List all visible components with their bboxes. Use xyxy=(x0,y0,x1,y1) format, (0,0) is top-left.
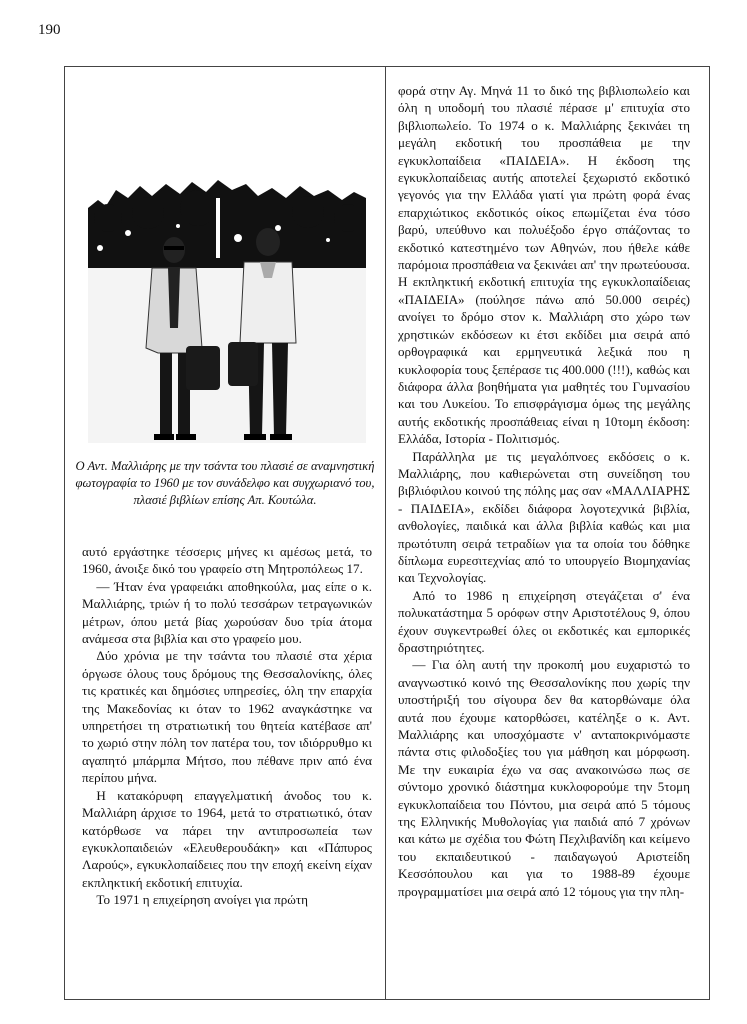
paragraph: Παράλληλα με τις μεγαλόπνοες εκδόσεις ο κ. Μαλλιάρης, που καθιερώνεται στη συνείδηση του βιβλιόφιλου κοινού της πόλης μας σαν «ΜΑΛΛΙΑΡΗΣ - ΠΑΙΔΕΙΑ», εκδίδει διάφορα λογοτεχνικά βιβλία, ανθολογίες, παιδικά και άλλα βιβλία καθώς και μια πρωτότυπη σειρά τετραδίων για τα οποία του δόθηκε δίπλωμα ευρεσιτεχνίας από το υπουργείο Βιομηχανίας και Τεχνολογίας. xyxy=(398,448,690,586)
photograph-two-men-icon xyxy=(88,178,366,443)
paragraph: — Για όλη αυτή την προκοπή μου ευχαριστώ το αναγνωστικό κοινό της Θεσσαλονίκης που χωρίς την υποστήριξή του σίγουρα δεν θα κατορθώναμε όλα αυτά που έχουμε κατορθώσει, κατέληξε ο κ. Αντ. Μαλλιάρης και υποσχόμαστε ν' ανταποκρινόμαστε πάντα στις φιλοδοξίες του για μάθηση και μόρφωση. Με την ευκαιρία έχω να σας ανακοινώσω πως σε σύντομο χρονικό διάστημα κυκλοφορούμε την 5τομη εγκυκλοπαίδεια του Πόντου, μια σειρά από 5 τόμους της Ελληνικής Μυθολογίας για παιδιά από 7 χρόνων και κάτω με σχέδια του Φώτη Πεχλιβανίδη και κείμενο του εκπαιδευτικού - παιδαγωγού Αριστείδη Κεσσόπουλου και για το 1988-89 έχουμε προγραμματίσει μια σειρά από 12 τόμους για την πλη- xyxy=(398,657,690,899)
paragraph: Η κατακόρυφη επαγγελματική άνοδος του κ. Μαλλιάρη άρχισε το 1964, μετά το στρατιωτικό, όταν κατόρθωσε να πάρει την αντιπροσωπεία των εγκυκλοπαιδειών «Ελευθερουδάκη» και «Πάπυρος Λαρούς», εγκυκλοπαίδειες που την εποχή εκείνη είχαν εκπληκτική εκδοτική επιτυχία. xyxy=(82,787,372,890)
paragraph: Δύο χρόνια με την τσάντα του πλασιέ στα χέρια όργωσε όλους τους δρόμους της Θεσσαλονίκης, όλες τις κρατικές και δημόσιες υπηρεσίες, όλη την επαρχία της Μακεδονίας κι όταν το 1962 αναγκάστηκε να υπηρετήσει τη στρατιωτική του θητεία κατέβασε απ' το χωριό στην πόλη τον πατέρα του, τον ιδιόρρυθμο κι αγαπητό μπάρμπα Μήτσο, που πέθανε πριν από ένα περίπου μήνα. xyxy=(82,648,372,786)
photograph xyxy=(88,178,366,443)
paragraph: φορά στην Αγ. Μηνά 11 το δικό της βιβλιοπωλείο και όλη η υποδομή του πλασιέ πέρασε μ' επιτυχία στο βιβλιοπωλείο. Το 1974 ο κ. Μαλλιάρης ξεκινάει τη μεγάλη εκδοτική του προσπάθεια με την εγκυκλοπαίδεια «ΠΑΙΔΕΙΑ». Η έκδοση της εγκυκλοπαίδειας αυτής αποτελεί ξεχωριστό εκδοτικό γεγονός για την Ελλάδα γιατί για πρώτη φορά ένας επαρχιώτικος εκδοτικός οίκος επωμίζεται ένα τόσο βαρύ, υπεύθυνο και πολυέξοδο έργο σπάζοντας το εκδοτικό κατεστημένο των Αθηνών, που ήθελε κάθε παρόμοια προσπάθεια να ξεκινάει απ' την πρωτεύουσα. Η εκπληκτική εκδοτική επιτυχία της εγκυκλοπαίδειας «ΠΑΙΔΕΙΑ» (πούλησε πάνω από 50.000 σειρές) ανοίγει το δρόμο στον κ. Μαλλιάρη στο χώρο των χρηστικών εκδόσεων κι έτσι εκδίδει μια σειρά από ορθογραφικά και ερμηνευτικά λεξικά που η κυκλοφορία τους ξεπέρασε τις 400.000 (!!!), καθώς και διάφορα άλλα βοηθήματα για μαθητές του Γυμνασίου και του Λυκείου. Το επισφράγισμα όμως της μεγάλης αυτής εκδοτικής προσπάθειας είναι η 10τομη έκδοση: Ελλάδα, Ιστορία - Πολιτισμός. xyxy=(398,83,690,447)
left-column xyxy=(82,543,372,909)
paragraph: — Ήταν ένα γραφειάκι αποθηκούλα, μας είπε ο κ. Μαλλιάρης, τριών ή το πολύ τεσσάρων τετραγωνικών μέτρων, όπου μετά βίας χωρούσαν δυο τρία άτομα ανάμεσα στα βιβλία και στο γραφείο μου. xyxy=(82,578,372,647)
right-column xyxy=(398,82,690,900)
column-divider xyxy=(385,66,386,1000)
paragraph: Το 1971 η επιχείρηση ανοίγει για πρώτη xyxy=(96,892,308,908)
paragraph: αυτό εργάστηκε τέσσερις μήνες κι αμέσως μετά, το 1960, άνοιξε δικό του γραφείο στη Μητροπόλεως 17. xyxy=(82,544,372,577)
page-number: 190 xyxy=(38,22,61,38)
photo-caption: Ο Αντ. Μαλλιάρης με την τσάντα του πλασιέ σε αναμνηστική φωτογραφία το 1960 με τον συνάδελφο και συγχωριανό του, πλασιέ βιβλίων επίσης Απ. Κουτώλα. xyxy=(75,459,375,507)
paragraph: Από το 1986 η επιχείρηση στεγάζεται σ' ένα πολυκατάστημα 5 ορόφων στην Αριστοτέλους 9, όπου έχουν συγκεντρωθεί όλες οι εκδοτικές και εμπορικές δραστηριότητες. xyxy=(398,587,690,655)
